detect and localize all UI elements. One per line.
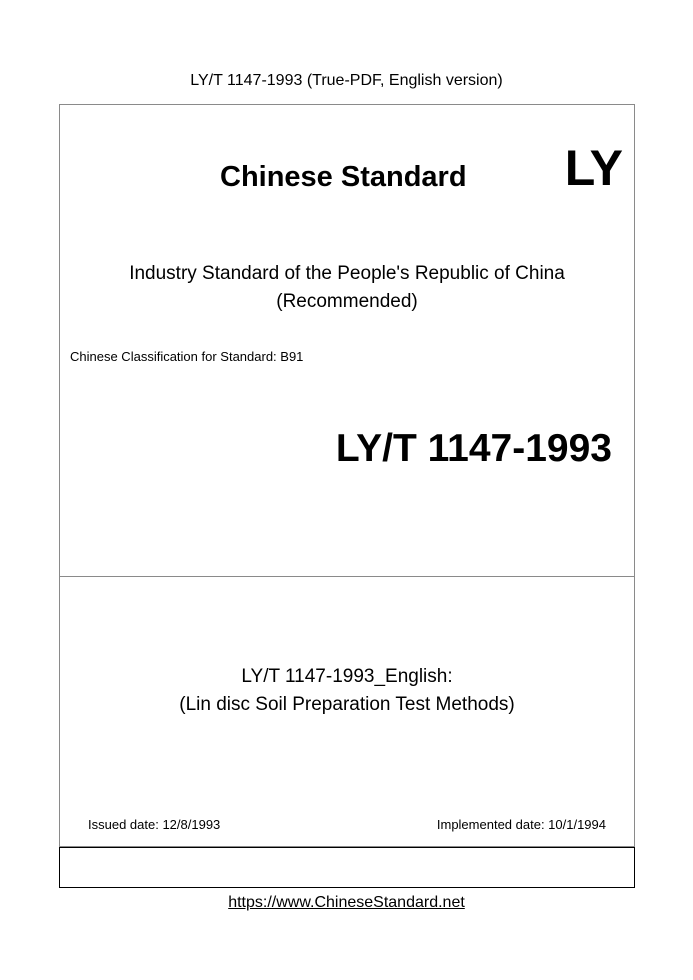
- standard-mark: LY: [564, 140, 622, 196]
- cover-heading: Chinese Standard: [220, 161, 467, 193]
- industry-line-1: Industry Standard of the People's Republic of China: [129, 263, 565, 284]
- english-title-line-2: (Lin disc Soil Preparation Test Methods): [179, 694, 515, 715]
- website-link[interactable]: https://www.ChineseStandard.net: [228, 894, 465, 911]
- english-title: [60, 663, 634, 719]
- title-panel: [59, 576, 635, 847]
- cover-top-panel: [59, 104, 635, 576]
- industry-standard-caption: [60, 260, 634, 316]
- classification-text: Chinese Classification for Standard: B91: [70, 349, 304, 364]
- footer: [0, 894, 693, 912]
- english-title-line-1: LY/T 1147-1993_English:: [241, 666, 453, 687]
- issued-date: Issued date: 12/8/1993: [88, 817, 221, 832]
- document-header: LY/T 1147-1993 (True-PDF, English version): [190, 72, 503, 89]
- industry-line-2: (Recommended): [276, 291, 418, 312]
- implemented-date: Implemented date: 10/1/1994: [436, 817, 606, 832]
- standard-code: LY/T 1147-1993: [335, 427, 612, 470]
- bottom-empty-box: [59, 847, 635, 888]
